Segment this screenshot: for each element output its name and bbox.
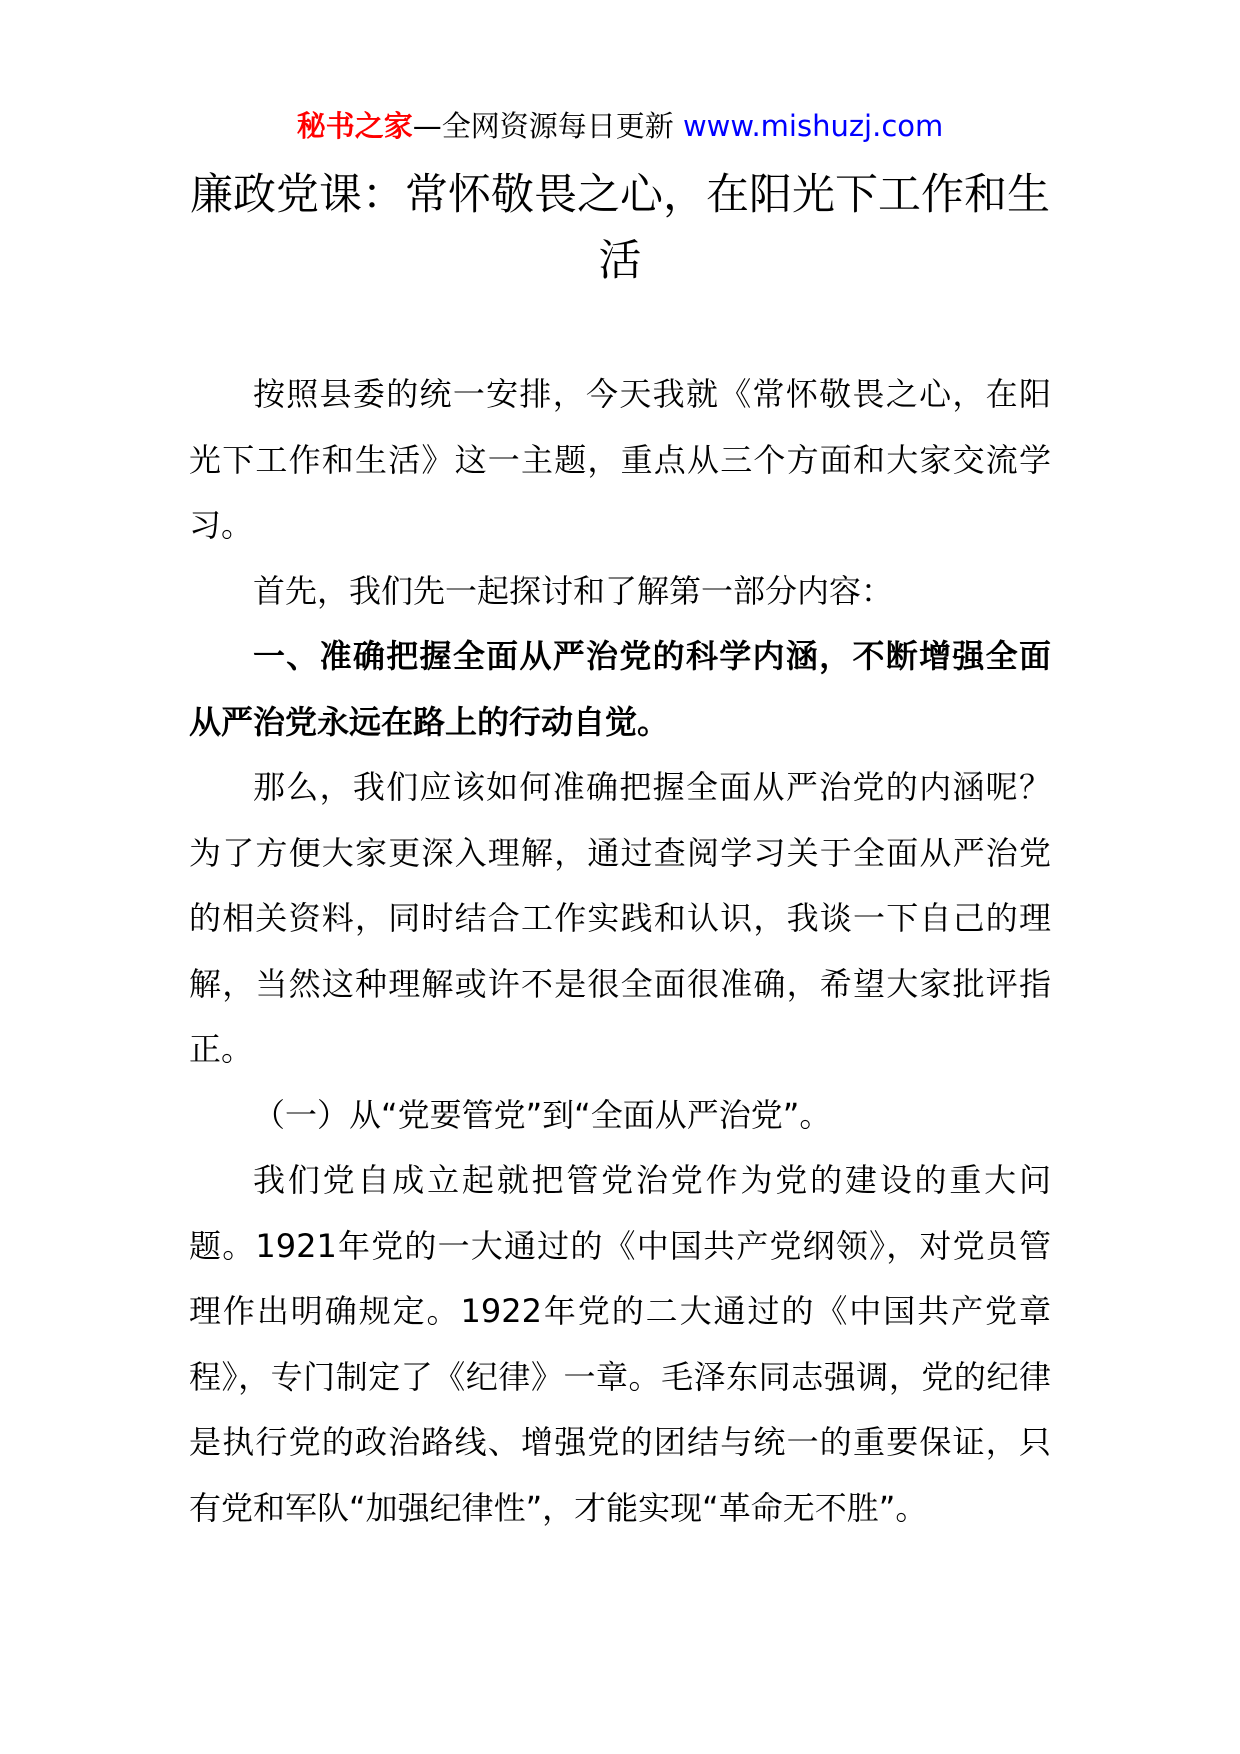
transition-paragraph: 首先，我们先一起探讨和了解第一部分内容： xyxy=(253,571,894,610)
site-header xyxy=(0,104,1240,148)
header-tagline: —全网资源每日更新 xyxy=(412,109,683,143)
site-url-link[interactable]: www.mishuzj.com xyxy=(682,109,944,143)
body-paragraph: 那么，我们应该如何准确把握全面从严治党的内涵呢？为了方便大家更深入理解，通过查阅学习关于全面从严治党的相关资料，同时结合工作实践和认识，我谈一下自己的理解，当然这种理解或许不是很全面很准确，希望大家批评指正。 xyxy=(189,768,1051,1068)
document-title: 廉政党课：常怀敬畏之心，在阳光下工作和生活 xyxy=(190,170,1050,286)
document-body xyxy=(189,362,1051,1541)
brand-name: 秘书之家 xyxy=(296,109,413,143)
section-heading-1: 一、准确把握全面从严治党的科学内涵，不断增强全面从严治党永远在路上的行动自觉。 xyxy=(189,637,1051,741)
subsection-heading-1: （一）从“党要管党”到“全面从严治党”。 xyxy=(253,1095,832,1134)
body-paragraph-history: 我们党自成立起就把管党治党作为党的建设的重大问题。1921年党的一大通过的《中国共产党纲领》，对党员管理作出明确规定。1922年党的二大通过的《中国共产党章程》，专门制定了《纪律》一章。毛泽东同志强调，党的纪律是执行党的政治路线、增强党的团结与统一的重要保证，只有党和军队“加强纪律性”，才能实现“革命无不胜”。 xyxy=(189,1161,1051,1527)
intro-paragraph: 按照县委的统一安排，今天我就《常怀敬畏之心，在阳光下工作和生活》这一主题，重点从三个方面和大家交流学习。 xyxy=(189,375,1051,544)
